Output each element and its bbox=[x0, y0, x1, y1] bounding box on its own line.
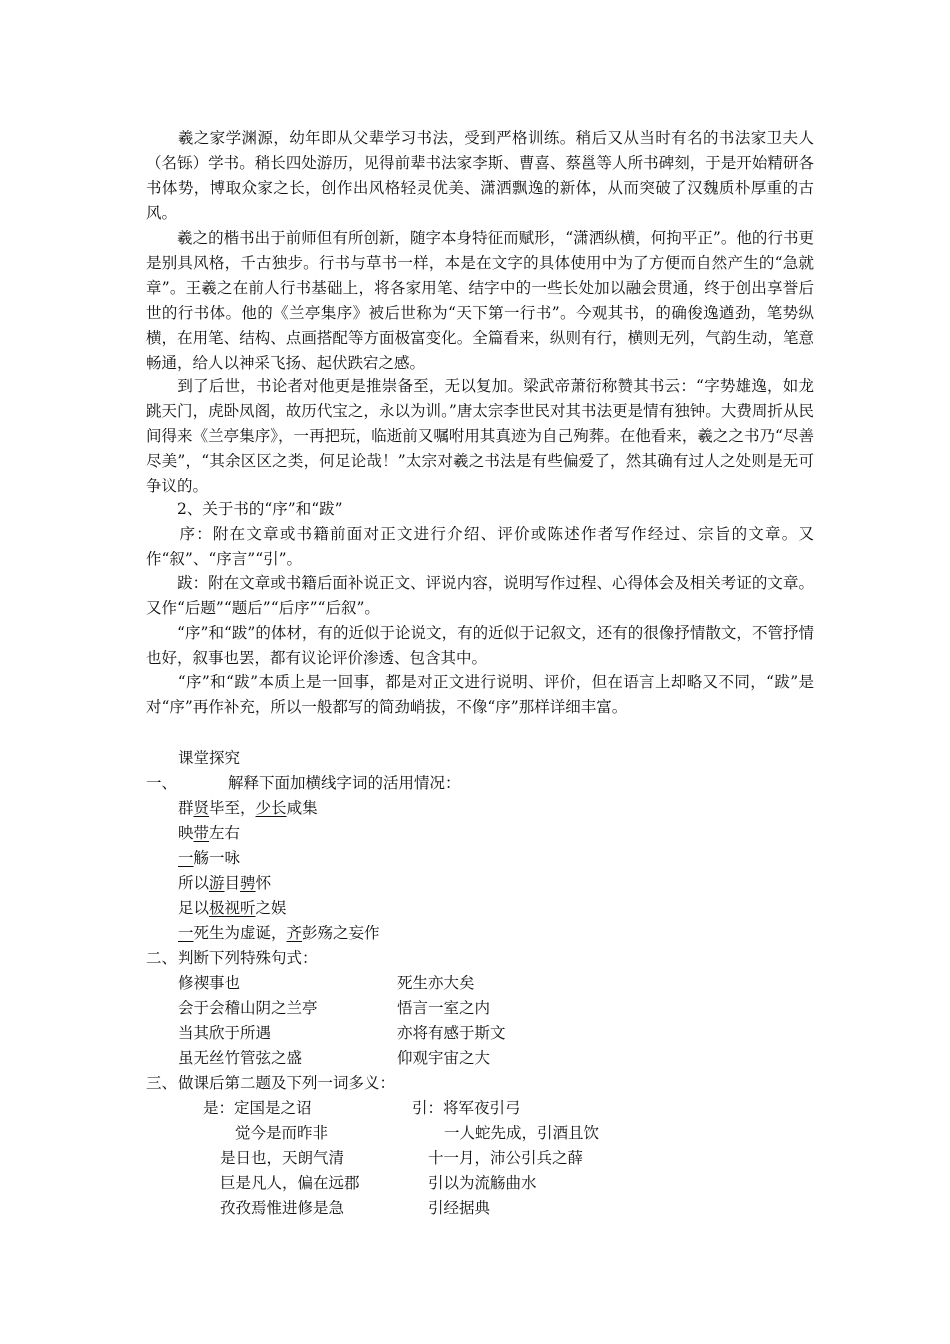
q1-item: 足以极视听之娱 bbox=[178, 899, 287, 917]
q3-right-item: 引：将军夜引弓 bbox=[412, 1099, 521, 1117]
paragraph-3: 到了后世，书论者对他更是推崇备至，无以复加。梁武帝萧衍称赞其书云：“字势雄逸，如龙跳天门，虎卧凤阁，故历代宝之，永以为训。”唐太宗李世民对其书法更是情有独钟。大费周折从民间得来《兰亭集序》，一再把玩，临逝前又嘱咐用其真迹为自己殉葬。在他看来，羲之之书乃“尽善尽美”，“其余区区之类，何足论哉！”太宗对羲之书法是有些偏爱了，然其确有过人之处则是无可争议的。 bbox=[146, 377, 814, 495]
question-1-number: 一、 bbox=[146, 774, 178, 792]
q2-right-item: 悟言一室之内 bbox=[397, 999, 491, 1017]
paragraph-genre: “序”和“跋”的体材，有的近似于论说文，有的近似于记叙文，还有的很像抒情散文，不管抒情也好，叙事也罢，都有议论评价渗透、包含其中。 bbox=[146, 624, 814, 667]
q3-left-item: 孜孜焉惟进修是急 bbox=[220, 1199, 345, 1217]
q2-left-item: 虽无丝竹管弦之盛 bbox=[178, 1049, 303, 1067]
q2-right-item: 死生亦大矣 bbox=[397, 974, 475, 992]
question-2-text: 判断下列特殊句式： bbox=[178, 949, 318, 967]
q2-left-item: 修禊事也 bbox=[178, 974, 241, 992]
paragraph-preface-definition: 序：附在文章或书籍前面对正文进行介绍、评价或陈述作者写作经过、宗旨的文章。又作“叙”、“序言”“引”。 bbox=[146, 525, 814, 568]
q3-right-item: 一人蛇先成，引酒且饮 bbox=[444, 1124, 600, 1142]
q2-right-item: 亦将有感于斯文 bbox=[397, 1024, 506, 1042]
q1-item: 映带左右 bbox=[178, 824, 241, 842]
question-3-number: 三、 bbox=[146, 1074, 178, 1092]
question-3-text: 做课后第二题及下列一词多义： bbox=[178, 1074, 396, 1092]
paragraph-difference: “序”和“跋”本质上是一回事，都是对正文进行说明、评价，但在语言上却略又不同，“跋”是对“序”再作补充，所以一般都写的简劲峭拔，不像“序”那样详细丰富。 bbox=[146, 673, 814, 716]
q1-item: 所以游目骋怀 bbox=[178, 874, 272, 892]
q1-item: 一觞一咏 bbox=[178, 849, 241, 867]
q2-left-item: 当其欣于所遇 bbox=[178, 1024, 272, 1042]
q3-left-item: 是：定国是之诏 bbox=[203, 1099, 312, 1117]
q2-right-item: 仰观宇宙之大 bbox=[397, 1049, 491, 1067]
q1-item: 一死生为虚诞，齐彭殇之妄作 bbox=[178, 924, 380, 942]
paragraph-postscript-definition: 跋：附在文章或书籍后面补说正文、评说内容，说明写作过程、心得体会及相关考证的文章。又作“后题”“题后”“后序”“后叙”。 bbox=[146, 574, 814, 617]
q3-left-item: 巨是凡人，偏在远郡 bbox=[220, 1174, 360, 1192]
paragraph-2: 羲之的楷书出于前师但有所创新，随字本身特征而赋形，“潇洒纵横，何拘平正”。他的行书更是别具风格，千古独步。行书与草书一样，本是在文字的具体使用中为了方便而自然产生的“急就章”。王羲之在前人行书基础上，将各家用笔、结字中的一些长处加以融会贯通，终于创出享誉后世的行书体。他的《兰亭集序》被后世称为“天下第一行书”。今观其书，的确俊逸遒劲，笔势纵横，在用笔、结构、点画搭配等方面极富变化。全篇看来，纵则有行，横则无列，气韵生动，笔意畅通，给人以神采飞扬、起伏跌宕之感。 bbox=[146, 229, 814, 372]
q3-left-item: 是日也，天朗气清 bbox=[220, 1149, 345, 1167]
question-1-text: 解释下面加横线字词的活用情况： bbox=[228, 774, 461, 792]
paragraph-1: 羲之家学渊源，幼年即从父辈学习书法，受到严格训练。稍后又从当时有名的书法家卫夫人（名铄）学书。稍长四处游历，见得前辈书法家李斯、曹喜、蔡邕等人所书碑刻，于是开始精研各书体势，博取众家之长，创作出风格轻灵优美、潇洒飘逸的新体，从而突破了汉魏质朴厚重的古风。 bbox=[146, 129, 814, 222]
section-heading-preface-postscript: 2、关于书的“序”和“跋” bbox=[146, 500, 343, 518]
q3-right-item: 引以为流觞曲水 bbox=[428, 1174, 537, 1192]
q2-left-item: 会于会稽山阴之兰亭 bbox=[178, 999, 318, 1017]
q3-right-item: 十一月，沛公引兵之薛 bbox=[428, 1149, 584, 1167]
question-2-number: 二、 bbox=[146, 949, 178, 967]
q3-left-item: 觉今是而昨非 bbox=[235, 1124, 329, 1142]
q1-item: 群贤毕至，少长咸集 bbox=[178, 799, 318, 817]
section-title: 课堂探究 bbox=[178, 749, 241, 767]
q3-right-item: 引经据典 bbox=[428, 1199, 491, 1217]
